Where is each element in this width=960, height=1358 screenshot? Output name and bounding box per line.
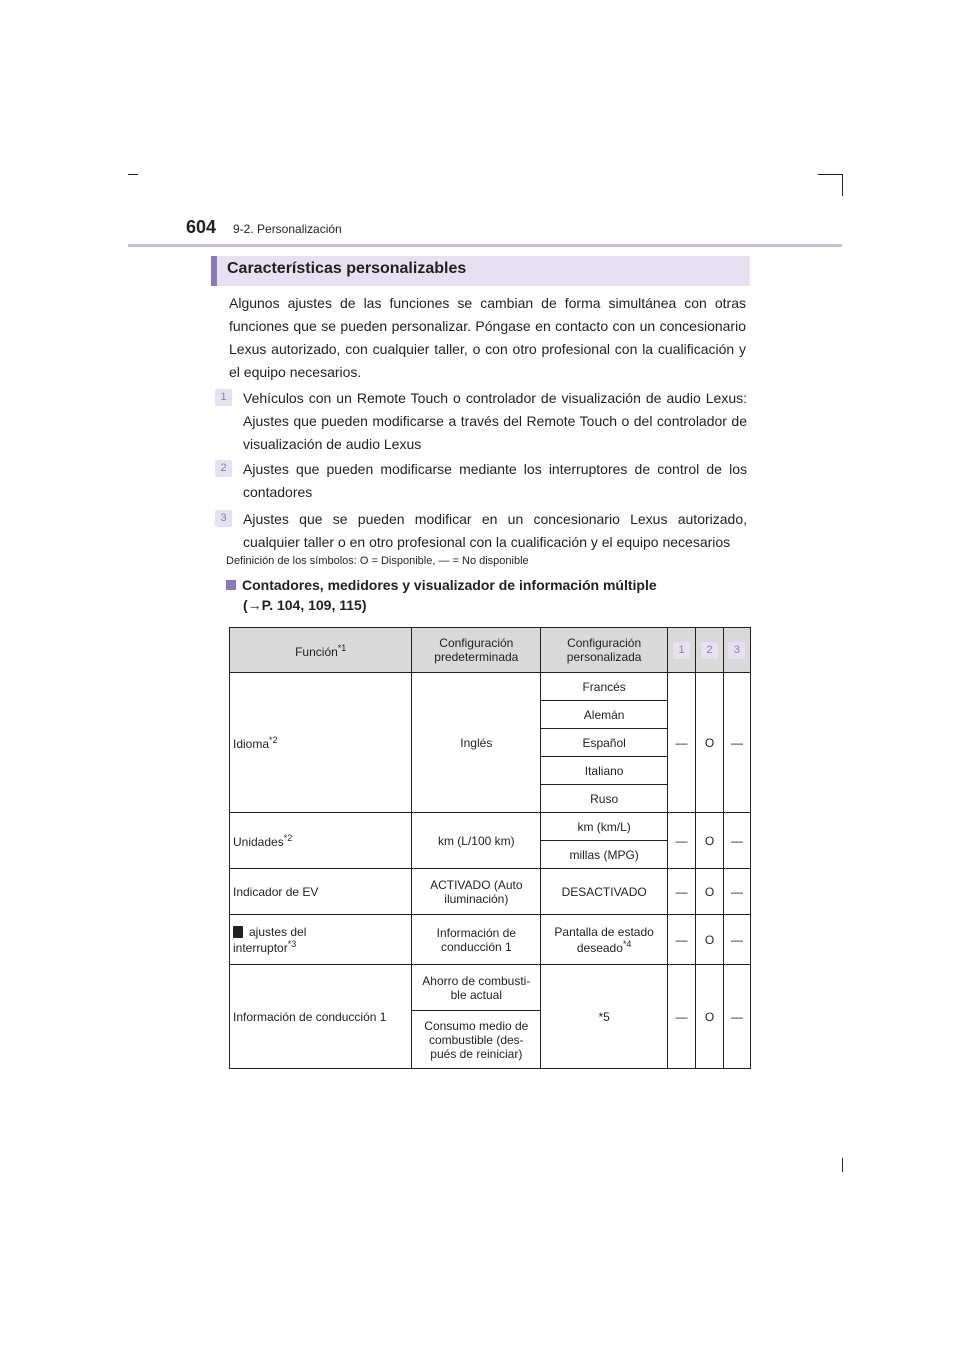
item-text: Ajustes que se pueden modificar en un concesionario Lexus autorizado, cualquier taller o en otro profesional con la cualificación y el equipo necesarios — [243, 511, 747, 550]
item-text: Vehículos con un Remote Touch o controlador de visualización de audio Lexus: Ajustes que pueden modificarse a través del Remote Touch o del controlador de visualización de audio Lexus — [243, 390, 747, 452]
table-row — [230, 869, 751, 915]
settings-table — [229, 627, 751, 1069]
page-reference: (→P. 104, 109, 115) — [243, 597, 367, 613]
cell-option: Español — [541, 729, 668, 757]
table-header-row — [230, 628, 751, 673]
crop-mark — [818, 174, 842, 175]
cell-function: ajustes del interruptor$^{*3}$ — [230, 915, 412, 965]
square-bullet-icon — [226, 580, 236, 590]
crop-mark — [842, 1158, 843, 1172]
table-row — [230, 915, 751, 965]
cell-mark: — — [723, 673, 750, 813]
intro-paragraph: Algunos ajustes de las funciones se cambian de forma simultánea con otras funciones que se pueden personalizar. Póngase en contacto con un concesionario Lexus autorizado, con cualquier taller, o con otro profesional con la cualificación y el equipo necesarios. — [229, 295, 746, 380]
cell-mark: — — [723, 915, 750, 965]
cell-mark: — — [723, 813, 750, 869]
section-label: 9-2. Personalización — [233, 222, 342, 236]
cell-mark: O — [696, 813, 724, 869]
list-item — [215, 387, 747, 456]
display-switch-icon — [233, 926, 243, 938]
cell-option: Ruso — [541, 785, 668, 813]
cell-mark: — — [668, 869, 696, 915]
table-row — [230, 813, 751, 841]
cell-custom: *5 — [541, 965, 668, 1069]
table-row — [230, 965, 751, 1011]
cell-function: Unidades$^{*2}$ — [230, 813, 412, 869]
list-item — [215, 458, 747, 504]
cell-option: Alemán — [541, 701, 668, 729]
cell-default: ACTIVADO (Auto iluminación) — [412, 869, 541, 915]
cell-mark: — — [668, 673, 696, 813]
cell-function: Información de conducción 1 — [230, 965, 412, 1069]
cell-default: Ahorro de combusti- ble actual — [412, 965, 541, 1011]
cell-function: Indicador de EV — [230, 869, 412, 915]
table-row — [230, 673, 751, 701]
cell-option: Francés — [541, 673, 668, 701]
cell-mark: O — [696, 915, 724, 965]
cell-option: km (km/L) — [541, 813, 668, 841]
header-col-1: 1 — [668, 628, 696, 673]
cell-mark: — — [668, 965, 696, 1069]
crop-mark — [128, 174, 138, 175]
cell-default: Inglés — [412, 673, 541, 813]
cell-option: millas (MPG) — [541, 841, 668, 869]
cell-custom: Pantalla de estado deseado$^{*4}$ — [541, 915, 668, 965]
cell-custom: DESACTIVADO — [541, 869, 668, 915]
cell-mark: — — [723, 965, 750, 1069]
cell-default: Consumo medio de combustible (des- pués de reiniciar) — [412, 1011, 541, 1069]
cell-mark: O — [696, 965, 724, 1069]
cell-mark: O — [696, 869, 724, 915]
cell-mark: — — [668, 813, 696, 869]
header-function: Función$^{*1}$ — [230, 628, 412, 673]
item-number: 2 — [215, 460, 232, 477]
list-item — [215, 508, 747, 554]
cell-function: Idioma$^{*2}$ — [230, 673, 412, 813]
header-col-2: 2 — [696, 628, 724, 673]
cell-mark: — — [668, 915, 696, 965]
header-default: Configuración predeterminada — [412, 628, 541, 673]
section-title: Características personalizables — [227, 260, 467, 277]
header-rule — [128, 244, 842, 247]
header-col-3: 3 — [723, 628, 750, 673]
symbol-legend: Definición de los símbolos: O = Disponible, — = No disponible — [226, 555, 529, 567]
cell-default: Información de conducción 1 — [412, 915, 541, 965]
section-title-bar — [211, 256, 750, 286]
header-custom: Configuración personalizada — [541, 628, 668, 673]
item-text: Ajustes que pueden modificarse mediante los interruptores de control de los contadores — [243, 461, 747, 500]
cell-mark: O — [696, 673, 724, 813]
cell-option: Italiano — [541, 757, 668, 785]
cell-default: km (L/100 km) — [412, 813, 541, 869]
cell-mark: — — [723, 869, 750, 915]
subheading: Contadores, medidores y visualizador de información múltiple (→P. 104, 109, 115) — [226, 575, 657, 615]
item-number: 1 — [215, 389, 232, 406]
page-number: 604 — [186, 217, 217, 237]
item-number: 3 — [215, 510, 232, 527]
crop-mark — [842, 174, 843, 196]
